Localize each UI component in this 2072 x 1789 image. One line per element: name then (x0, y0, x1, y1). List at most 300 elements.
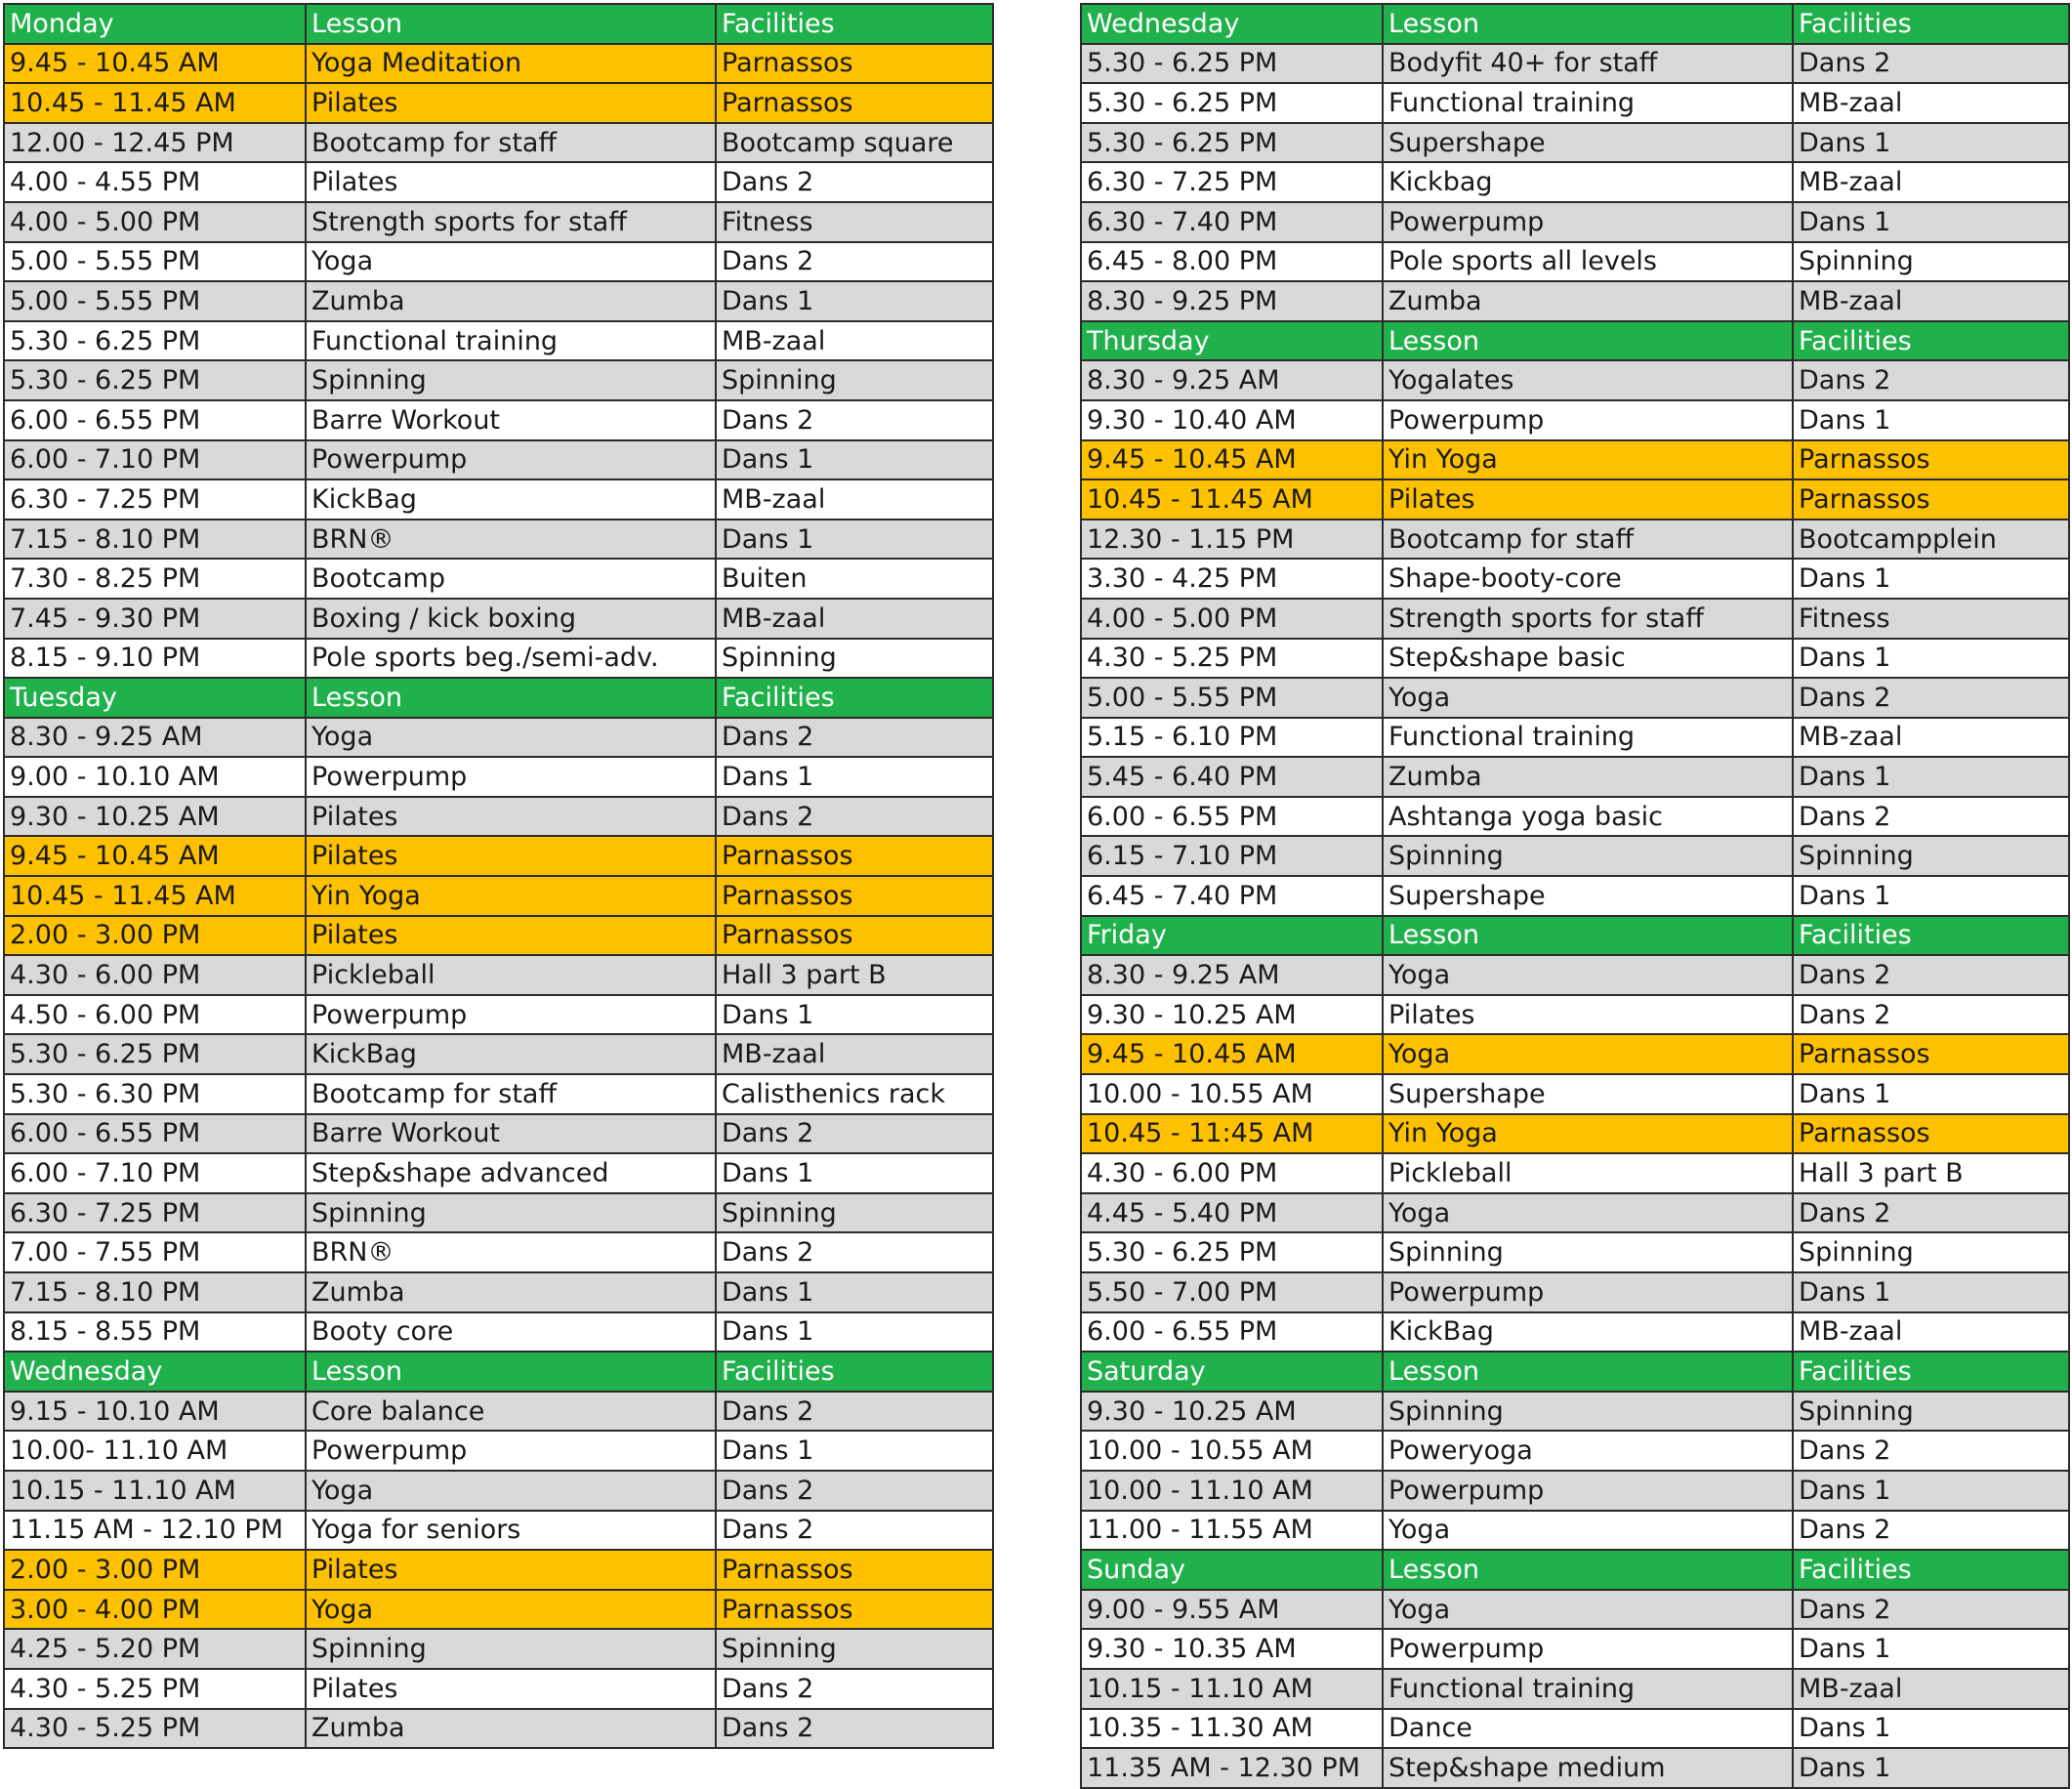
facilities-column-heading: Facilities (1793, 321, 2069, 361)
time-cell: 5.45 - 6.40 PM (1081, 757, 1383, 797)
facility-cell: Dans 2 (1793, 678, 2069, 718)
facility-cell: Parnassos (716, 44, 993, 84)
table-row (1081, 1511, 2069, 1551)
facility-cell: Dans 1 (1793, 202, 2069, 242)
time-cell: 7.30 - 8.25 PM (4, 559, 306, 599)
time-cell: 9.45 - 10.45 AM (4, 836, 306, 876)
time-cell: 8.30 - 9.25 AM (1081, 955, 1383, 995)
facility-cell: Spinning (1793, 1232, 2069, 1272)
table-row (1081, 162, 2069, 202)
table-row (1081, 1232, 2069, 1272)
day-heading: Thursday (1081, 321, 1383, 361)
time-cell: 10.15 - 11.10 AM (1081, 1669, 1383, 1709)
time-cell: 4.00 - 5.00 PM (4, 202, 306, 242)
table-row (4, 1312, 993, 1352)
time-cell: 5.30 - 6.25 PM (1081, 44, 1383, 84)
table-row (1081, 876, 2069, 916)
table-row (4, 876, 993, 916)
lesson-cell: Functional training (1383, 1669, 1793, 1709)
time-cell: 9.45 - 10.45 AM (1081, 440, 1383, 480)
table-row (1081, 281, 2069, 321)
table-row (1081, 678, 2069, 718)
table-row (1081, 360, 2069, 400)
facility-cell: Hall 3 part B (1793, 1153, 2069, 1193)
table-row (4, 1629, 993, 1669)
time-cell: 6.30 - 7.25 PM (1081, 162, 1383, 202)
facility-cell: Calisthenics rack (716, 1074, 993, 1114)
table-row (1081, 995, 2069, 1035)
facility-cell: Dans 1 (1793, 876, 2069, 916)
table-row (4, 757, 993, 797)
lesson-cell: Powerpump (1383, 1471, 1793, 1511)
time-cell: 6.00 - 7.10 PM (4, 1153, 306, 1193)
lesson-cell: Pole sports all levels (1383, 242, 1793, 282)
lesson-cell: Pilates (1383, 479, 1793, 520)
lesson-cell: Yoga (1383, 1590, 1793, 1630)
time-cell: 4.25 - 5.20 PM (4, 1629, 306, 1669)
lesson-cell: Pilates (306, 1669, 716, 1709)
time-cell: 10.45 - 11:45 AM (1081, 1114, 1383, 1154)
time-cell: 9.30 - 10.35 AM (1081, 1629, 1383, 1669)
lesson-cell: Powerpump (306, 995, 716, 1035)
lesson-cell: Bootcamp for staff (1383, 520, 1793, 560)
lesson-cell: Strength sports for staff (1383, 599, 1793, 639)
facility-cell: Dans 2 (716, 797, 993, 837)
time-cell: 4.30 - 6.00 PM (4, 955, 306, 995)
table-row (1081, 639, 2069, 679)
lesson-cell: Pickleball (306, 955, 716, 995)
time-cell: 5.30 - 6.25 PM (1081, 83, 1383, 123)
lesson-cell: Functional training (1383, 718, 1793, 758)
time-cell: 5.30 - 6.25 PM (4, 360, 306, 400)
table-row (4, 44, 993, 84)
time-cell: 7.15 - 8.10 PM (4, 1272, 306, 1312)
lesson-cell: Powerpump (306, 440, 716, 480)
lesson-cell: Yoga (1383, 1034, 1793, 1074)
lesson-cell: Pickleball (1383, 1153, 1793, 1193)
facility-cell: Dans 2 (1793, 797, 2069, 837)
facility-cell: Spinning (716, 1193, 993, 1233)
facility-cell: Fitness (1793, 599, 2069, 639)
facility-cell: Parnassos (1793, 1114, 2069, 1154)
lesson-cell: Supershape (1383, 1074, 1793, 1114)
facility-cell: Dans 1 (716, 1431, 993, 1471)
facility-cell: Dans 2 (1793, 44, 2069, 84)
facility-cell: Dans 1 (1793, 1629, 2069, 1669)
table-row (1081, 83, 2069, 123)
day-header-row (1081, 916, 2069, 956)
facility-cell: MB-zaal (1793, 1669, 2069, 1709)
lesson-cell: Powerpump (1383, 400, 1793, 440)
time-cell: 8.15 - 9.10 PM (4, 639, 306, 679)
table-row (4, 955, 993, 995)
time-cell: 6.00 - 6.55 PM (4, 400, 306, 440)
facility-cell: Fitness (716, 202, 993, 242)
time-cell: 4.30 - 6.00 PM (1081, 1153, 1383, 1193)
lesson-cell: Pilates (306, 1550, 716, 1590)
table-row (1081, 44, 2069, 84)
facility-cell: Spinning (1793, 242, 2069, 282)
facility-cell: Dans 2 (716, 1669, 993, 1709)
table-row (4, 360, 993, 400)
time-cell: 10.00 - 10.55 AM (1081, 1431, 1383, 1471)
table-row (4, 520, 993, 560)
time-cell: 5.00 - 5.55 PM (4, 281, 306, 321)
facility-cell: Dans 1 (716, 757, 993, 797)
table-row (4, 321, 993, 361)
table-row (1081, 520, 2069, 560)
facilities-column-heading: Facilities (1793, 916, 2069, 956)
time-cell: 5.30 - 6.25 PM (1081, 1232, 1383, 1272)
facilities-column-heading: Facilities (716, 678, 993, 718)
facility-cell: Buiten (716, 559, 993, 599)
facility-cell: Dans 1 (1793, 639, 2069, 679)
time-cell: 11.35 AM - 12.30 PM (1081, 1748, 1383, 1788)
time-cell: 10.45 - 11.45 AM (4, 876, 306, 916)
facility-cell: Dans 1 (1793, 1709, 2069, 1749)
facility-cell: Dans 1 (1793, 757, 2069, 797)
facility-cell: Parnassos (1793, 479, 2069, 520)
table-row (1081, 955, 2069, 995)
time-cell: 4.30 - 5.25 PM (4, 1709, 306, 1749)
lesson-cell: Powerpump (306, 1431, 716, 1471)
time-cell: 10.00- 11.10 AM (4, 1431, 306, 1471)
time-cell: 11.00 - 11.55 AM (1081, 1511, 1383, 1551)
lesson-cell: Yoga (306, 1471, 716, 1511)
table-row (1081, 479, 2069, 520)
lesson-cell: Zumba (306, 1709, 716, 1749)
lesson-cell: Zumba (306, 281, 716, 321)
facility-cell: Dans 2 (1793, 955, 2069, 995)
time-cell: 10.00 - 10.55 AM (1081, 1074, 1383, 1114)
table-row (4, 836, 993, 876)
time-cell: 10.35 - 11.30 AM (1081, 1709, 1383, 1749)
table-row (1081, 1392, 2069, 1432)
facility-cell: Parnassos (716, 916, 993, 956)
time-cell: 5.50 - 7.00 PM (1081, 1272, 1383, 1312)
table-row (4, 995, 993, 1035)
table-row (4, 599, 993, 639)
lesson-cell: Ashtanga yoga basic (1383, 797, 1793, 837)
time-cell: 4.50 - 6.00 PM (4, 995, 306, 1035)
time-cell: 9.00 - 10.10 AM (4, 757, 306, 797)
lesson-cell: KickBag (306, 1034, 716, 1074)
day-header-row (4, 678, 993, 718)
time-cell: 9.00 - 9.55 AM (1081, 1590, 1383, 1630)
lesson-cell: Bodyfit 40+ for staff (1383, 44, 1793, 84)
lesson-cell: Barre Workout (306, 1114, 716, 1154)
table-row (4, 559, 993, 599)
facility-cell: Dans 1 (716, 1272, 993, 1312)
lesson-cell: Dance (1383, 1709, 1793, 1749)
facility-cell: Dans 2 (716, 400, 993, 440)
lesson-cell: Spinning (306, 1193, 716, 1233)
lesson-cell: Pilates (306, 162, 716, 202)
lesson-cell: Kickbag (1383, 162, 1793, 202)
schedule-column-right (1080, 3, 2070, 1789)
lesson-cell: Pilates (1383, 995, 1793, 1035)
lesson-cell: Powerpump (1383, 202, 1793, 242)
table-row (4, 1193, 993, 1233)
facility-cell: Dans 2 (1793, 1193, 2069, 1233)
time-cell: 4.00 - 5.00 PM (1081, 599, 1383, 639)
table-row (1081, 1590, 2069, 1630)
day-header-row (1081, 4, 2069, 44)
lesson-cell: Yoga (306, 718, 716, 758)
facility-cell: MB-zaal (1793, 281, 2069, 321)
lesson-cell: Yogalates (1383, 360, 1793, 400)
table-row (1081, 1629, 2069, 1669)
day-heading: Saturday (1081, 1352, 1383, 1392)
facility-cell: Parnassos (716, 1590, 993, 1630)
lesson-column-heading: Lesson (306, 1352, 716, 1392)
lesson-cell: Spinning (1383, 1232, 1793, 1272)
table-row (1081, 1748, 2069, 1788)
table-row (1081, 1153, 2069, 1193)
facility-cell: Dans 1 (1793, 1748, 2069, 1788)
lesson-column-heading: Lesson (1383, 321, 1793, 361)
lesson-cell: Step&shape medium (1383, 1748, 1793, 1788)
lesson-cell: Functional training (306, 321, 716, 361)
lesson-cell: Pilates (306, 836, 716, 876)
table-row (4, 1074, 993, 1114)
time-cell: 12.00 - 12.45 PM (4, 123, 306, 163)
lesson-cell: Yin Yoga (306, 876, 716, 916)
table-row (1081, 1709, 2069, 1749)
day-heading: Tuesday (4, 678, 306, 718)
lesson-cell: Yoga (1383, 1511, 1793, 1551)
time-cell: 9.30 - 10.25 AM (4, 797, 306, 837)
day-header-row (1081, 1550, 2069, 1590)
table-row (4, 242, 993, 282)
day-heading: Wednesday (4, 1352, 306, 1392)
facility-cell: Dans 1 (1793, 1272, 2069, 1312)
table-row (4, 1153, 993, 1193)
time-cell: 7.15 - 8.10 PM (4, 520, 306, 560)
facilities-column-heading: Facilities (716, 1352, 993, 1392)
time-cell: 6.30 - 7.25 PM (4, 479, 306, 520)
lesson-column-heading: Lesson (1383, 1352, 1793, 1392)
facility-cell: Dans 1 (716, 440, 993, 480)
lesson-cell: Yoga (1383, 678, 1793, 718)
lesson-cell: Pilates (306, 797, 716, 837)
time-cell: 10.45 - 11.45 AM (4, 83, 306, 123)
facility-cell: Dans 2 (716, 1392, 993, 1432)
time-cell: 4.30 - 5.25 PM (4, 1669, 306, 1709)
table-row (4, 1471, 993, 1511)
facility-cell: Parnassos (1793, 440, 2069, 480)
facility-cell: Dans 2 (716, 1232, 993, 1272)
facilities-column-heading: Facilities (716, 4, 993, 44)
day-header-row (4, 1352, 993, 1392)
table-row (4, 1709, 993, 1749)
schedule-table (3, 3, 994, 1749)
table-row (1081, 1272, 2069, 1312)
lesson-cell: Yin Yoga (1383, 1114, 1793, 1154)
table-row (1081, 242, 2069, 282)
lesson-cell: Shape-booty-core (1383, 559, 1793, 599)
lesson-cell: Step&shape advanced (306, 1153, 716, 1193)
table-row (1081, 559, 2069, 599)
time-cell: 9.30 - 10.25 AM (1081, 995, 1383, 1035)
facility-cell: Dans 2 (1793, 1590, 2069, 1630)
facility-cell: Dans 2 (716, 1511, 993, 1551)
table-row (4, 639, 993, 679)
time-cell: 6.45 - 7.40 PM (1081, 876, 1383, 916)
lesson-cell: Core balance (306, 1392, 716, 1432)
day-heading: Monday (4, 4, 306, 44)
time-cell: 6.30 - 7.40 PM (1081, 202, 1383, 242)
facility-cell: MB-zaal (1793, 1312, 2069, 1352)
facility-cell: Dans 1 (1793, 559, 2069, 599)
lesson-cell: Boxing / kick boxing (306, 599, 716, 639)
lesson-cell: Powerpump (1383, 1272, 1793, 1312)
lesson-cell: Spinning (1383, 1392, 1793, 1432)
day-heading: Wednesday (1081, 4, 1383, 44)
lesson-cell: Spinning (306, 360, 716, 400)
time-cell: 9.45 - 10.45 AM (4, 44, 306, 84)
table-row (4, 123, 993, 163)
facilities-column-heading: Facilities (1793, 1352, 2069, 1392)
lesson-cell: Pilates (306, 916, 716, 956)
facility-cell: Parnassos (716, 836, 993, 876)
table-row (1081, 440, 2069, 480)
lesson-cell: Yoga (1383, 955, 1793, 995)
facility-cell: MB-zaal (716, 599, 993, 639)
time-cell: 11.15 AM - 12.10 PM (4, 1511, 306, 1551)
facility-cell: Dans 2 (716, 1471, 993, 1511)
table-row (1081, 599, 2069, 639)
facility-cell: MB-zaal (716, 1034, 993, 1074)
lesson-cell: Pilates (306, 83, 716, 123)
lesson-cell: Barre Workout (306, 400, 716, 440)
table-row (1081, 1471, 2069, 1511)
time-cell: 6.30 - 7.25 PM (4, 1193, 306, 1233)
lesson-cell: Step&shape basic (1383, 639, 1793, 679)
time-cell: 9.45 - 10.45 AM (1081, 1034, 1383, 1074)
time-cell: 3.00 - 4.00 PM (4, 1590, 306, 1630)
facility-cell: Dans 1 (1793, 1074, 2069, 1114)
time-cell: 6.00 - 6.55 PM (1081, 1312, 1383, 1352)
table-row (1081, 836, 2069, 876)
lesson-cell: Poweryoga (1383, 1431, 1793, 1471)
facility-cell: Dans 2 (716, 1709, 993, 1749)
facility-cell: Dans 2 (716, 1114, 993, 1154)
lesson-cell: Yoga Meditation (306, 44, 716, 84)
table-row (4, 440, 993, 480)
facility-cell: MB-zaal (1793, 718, 2069, 758)
time-cell: 12.30 - 1.15 PM (1081, 520, 1383, 560)
table-row (1081, 1193, 2069, 1233)
facility-cell: Spinning (716, 360, 993, 400)
facility-cell: MB-zaal (1793, 83, 2069, 123)
table-row (4, 1114, 993, 1154)
table-row (1081, 718, 2069, 758)
table-row (4, 400, 993, 440)
table-row (1081, 1669, 2069, 1709)
facility-cell: Dans 1 (716, 520, 993, 560)
time-cell: 8.30 - 9.25 AM (1081, 360, 1383, 400)
lesson-cell: Powerpump (1383, 1629, 1793, 1669)
lesson-cell: KickBag (1383, 1312, 1793, 1352)
time-cell: 8.30 - 9.25 AM (4, 718, 306, 758)
table-row (4, 1511, 993, 1551)
table-row (4, 479, 993, 520)
table-row (4, 1392, 993, 1432)
time-cell: 10.15 - 11.10 AM (4, 1471, 306, 1511)
facilities-column-heading: Facilities (1793, 1550, 2069, 1590)
facility-cell: Spinning (1793, 836, 2069, 876)
table-row (4, 202, 993, 242)
table-row (4, 916, 993, 956)
facility-cell: Dans 1 (1793, 400, 2069, 440)
facility-cell: MB-zaal (716, 321, 993, 361)
table-row (1081, 123, 2069, 163)
facility-cell: MB-zaal (716, 479, 993, 520)
facility-cell: Dans 1 (716, 1153, 993, 1193)
time-cell: 4.45 - 5.40 PM (1081, 1193, 1383, 1233)
lesson-cell: Yoga (306, 242, 716, 282)
table-row (1081, 757, 2069, 797)
time-cell: 5.15 - 6.10 PM (1081, 718, 1383, 758)
lesson-cell: Zumba (1383, 281, 1793, 321)
facility-cell: Dans 1 (716, 281, 993, 321)
facility-cell: Dans 1 (1793, 123, 2069, 163)
table-row (4, 1590, 993, 1630)
table-row (4, 1232, 993, 1272)
facility-cell: Spinning (1793, 1392, 2069, 1432)
table-row (1081, 400, 2069, 440)
facility-cell: Parnassos (716, 876, 993, 916)
lesson-cell: Supershape (1383, 123, 1793, 163)
lesson-cell: KickBag (306, 479, 716, 520)
facility-cell: Dans 1 (716, 1312, 993, 1352)
lesson-cell: Spinning (1383, 836, 1793, 876)
facility-cell: Dans 2 (716, 718, 993, 758)
time-cell: 8.15 - 8.55 PM (4, 1312, 306, 1352)
lesson-column-heading: Lesson (1383, 4, 1793, 44)
lesson-cell: Pole sports beg./semi-adv. (306, 639, 716, 679)
time-cell: 5.30 - 6.25 PM (1081, 123, 1383, 163)
time-cell: 7.00 - 7.55 PM (4, 1232, 306, 1272)
table-row (4, 1669, 993, 1709)
facility-cell: Bootcampplein (1793, 520, 2069, 560)
table-row (4, 718, 993, 758)
time-cell: 3.30 - 4.25 PM (1081, 559, 1383, 599)
facility-cell: Dans 2 (1793, 360, 2069, 400)
table-row (4, 1034, 993, 1074)
lesson-cell: BRN® (306, 1232, 716, 1272)
facility-cell: Dans 2 (716, 162, 993, 202)
time-cell: 8.30 - 9.25 PM (1081, 281, 1383, 321)
table-row (4, 83, 993, 123)
facilities-column-heading: Facilities (1793, 4, 2069, 44)
table-row (4, 1272, 993, 1312)
time-cell: 5.30 - 6.25 PM (4, 1034, 306, 1074)
lesson-cell: Booty core (306, 1312, 716, 1352)
table-row (4, 1550, 993, 1590)
time-cell: 5.30 - 6.30 PM (4, 1074, 306, 1114)
table-row (1081, 1312, 2069, 1352)
table-row (1081, 1034, 2069, 1074)
time-cell: 9.30 - 10.25 AM (1081, 1392, 1383, 1432)
lesson-cell: Yoga (1383, 1193, 1793, 1233)
table-row (4, 162, 993, 202)
table-row (1081, 797, 2069, 837)
facility-cell: Hall 3 part B (716, 955, 993, 995)
lesson-cell: Bootcamp for staff (306, 1074, 716, 1114)
lesson-cell: Powerpump (306, 757, 716, 797)
